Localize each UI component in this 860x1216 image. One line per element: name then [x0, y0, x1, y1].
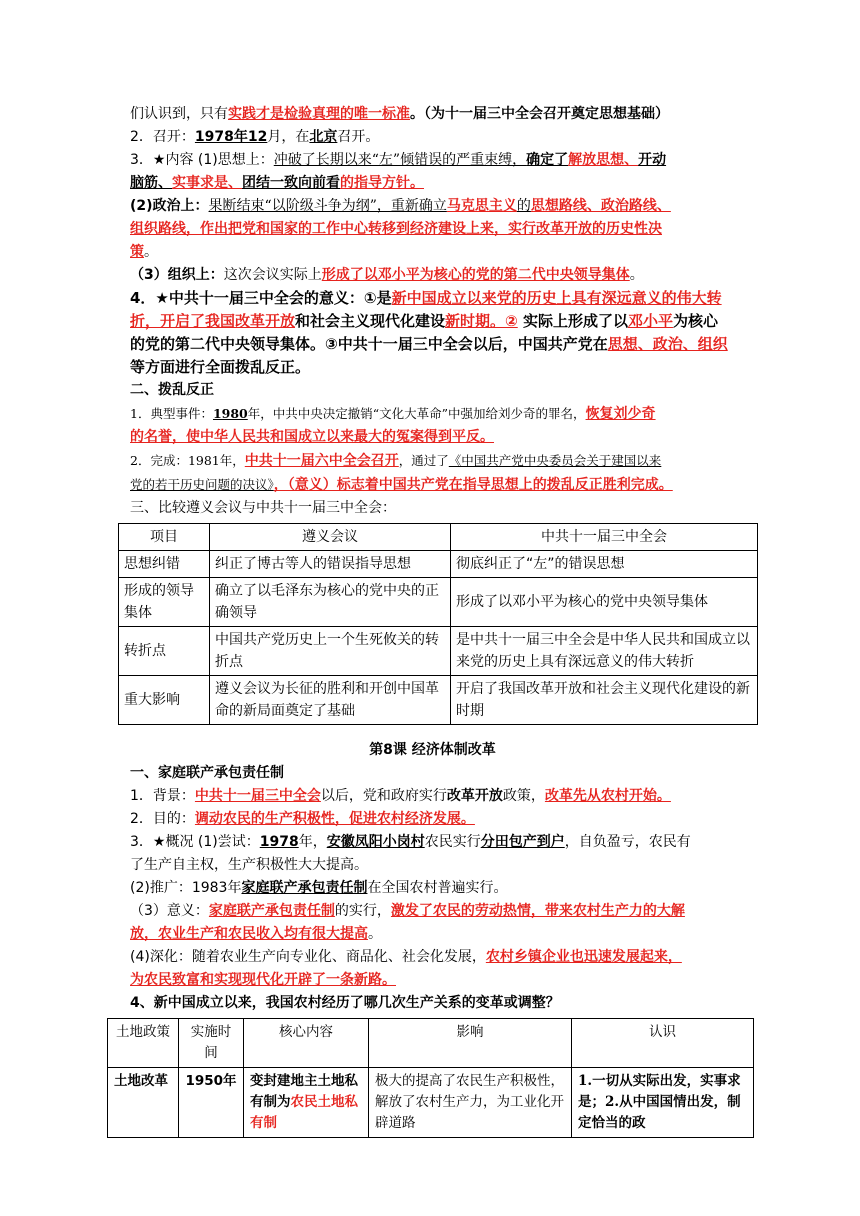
- para-line: （3）意义：家庭联产承包责任制的实行，激发了农民的劳动热情，带来农村生产力的大解: [130, 903, 685, 919]
- para-line: 等方面进行全面拨乱反正。: [130, 358, 311, 376]
- table-cell: 变封建地主土地私有制为农民土地私有制: [244, 1068, 369, 1138]
- para-line: （3）组织上：这次会议实际上形成了以邓小平为核心的党的第二代中央领导集体。: [130, 267, 644, 283]
- table-header-cell: 项目: [119, 524, 210, 551]
- table-cell: 1950年: [179, 1068, 244, 1138]
- para-line: 党的若干历史问题的决议》，（意义）标志着中国共产党在指导思想上的拨乱反正胜利完成。: [130, 477, 673, 493]
- table-row: [119, 578, 758, 627]
- table-cell: 中国共产党历史上一个生死攸关的转折点: [210, 627, 451, 676]
- para-line: 组织路线，作出把党和国家的工作中心转移到经济建设上来，实行改革开放的历史性决: [130, 221, 662, 237]
- lesson-title: 第8课 经济体制改革: [369, 742, 496, 758]
- para-line: 了生产自主权，生产积极性大大提高。: [130, 857, 368, 873]
- table-cell: 彻底纠正了“左”的错误思想: [451, 551, 758, 578]
- para-line: 1．典型事件：1980年，中共中央决定撤销“文化大革命”中强加给刘少奇的罪名，恢复刘少奇: [130, 406, 656, 422]
- table-header-cell: 影响: [369, 1019, 572, 1068]
- section-heading: 三、比较遵义会议与中共十一届三中全会：: [130, 500, 396, 516]
- table-header-cell: 土地政策: [108, 1019, 179, 1068]
- table-cell: 极大的提高了农民生产积极性，解放了农村生产力，为工业化开辟道路: [369, 1068, 572, 1138]
- table-cell: 转折点: [119, 627, 210, 676]
- table-header-cell: 中共十一届三中全会: [451, 524, 758, 551]
- para-line: 的党的第二代中央领导集体。③中共十一届三中全会以后，中国共产党在思想、政治、组织: [130, 335, 728, 353]
- table-cell: 形成的领导集体: [119, 578, 210, 627]
- para-line: 2．完成：1981年，中共十一届六中全会召开，通过了《中国共产党中央委员会关于建国以来: [130, 453, 662, 469]
- para-line: 策。: [130, 244, 158, 260]
- para-line: 2．召开：1978年12月，在北京召开。: [130, 129, 380, 145]
- section-heading: 4、新中国成立以来，我国农村经历了哪几次生产关系的变革或调整？: [130, 995, 560, 1011]
- para-line: (2)推广：1983年家庭联产承包责任制在全国农村普遍实行。: [130, 880, 508, 896]
- table-cell: 思想纠错: [119, 551, 210, 578]
- table-header-row: [108, 1019, 754, 1068]
- para-line: 2．目的：调动农民的生产积极性，促进农村经济发展。: [130, 811, 475, 827]
- table-cell: 重大影响: [119, 676, 210, 725]
- table-row: [119, 551, 758, 578]
- comparison-table: [118, 523, 758, 725]
- land-policy-table: [107, 1018, 754, 1138]
- table-cell: 1.一切从实际出发，实事求是；2.从中国国情出发，制定恰当的政: [572, 1068, 754, 1138]
- para-line: 折，开启了我国改革开放和社会主义现代化建设新时期。② 实际上形成了以邓小平为核心: [130, 312, 718, 330]
- para-line: 1．背景：中共十一届三中全会以后，党和政府实行改革开放政策，改革先从农村开始。: [130, 788, 671, 804]
- table-header-row: [119, 524, 758, 551]
- table-cell: 形成了以邓小平为核心的党中央领导集体: [451, 578, 758, 627]
- table-row: [119, 676, 758, 725]
- table-cell: 确立了以毛泽东为核心的党中央的正确领导: [210, 578, 451, 627]
- para-line: 们认识到，只有实践才是检验真理的唯一标准。（为十一届三中全会召开奠定思想基础）: [130, 106, 669, 122]
- para-line: 3．★概况 (1)尝试：1978年，安徽凤阳小岗村农民实行分田包产到户，自负盈亏，农民有: [130, 834, 691, 850]
- table-cell: 是中共十一届三中全会是中华人民共和国成立以来党的历史上具有深远意义的伟大转折: [451, 627, 758, 676]
- document-page: [114, 103, 750, 1138]
- table-header-cell: 认识: [572, 1019, 754, 1068]
- table-header-cell: 实施时间: [179, 1019, 244, 1068]
- table-cell: 遵义会议为长征的胜利和开创中国革命的新局面奠定了基础: [210, 676, 451, 725]
- table-header-cell: 核心内容: [244, 1019, 369, 1068]
- table-cell: 土地改革: [108, 1068, 179, 1138]
- para-line: 4．★中共十一届三中全会的意义：①是新中国成立以来党的历史上具有深远意义的伟大转: [130, 289, 722, 307]
- section-heading: 一、家庭联产承包责任制: [130, 765, 284, 781]
- para-line: (4)深化：随着农业生产向专业化、商品化、社会化发展，农村乡镇企业也迅速发展起来，: [130, 949, 682, 965]
- para-line: 的名誉，使中华人民共和国成立以来最大的冤案得到平反。: [130, 429, 494, 445]
- para-line: 为农民致富和实现现代化开辟了一条新路。: [130, 972, 396, 988]
- table-cell: 开启了我国改革开放和社会主义现代化建设的新时期: [451, 676, 758, 725]
- para-line: 3．★内容 (1)思想上：冲破了长期以来“左”倾错误的严重束缚，确定了解放思想、开动: [130, 152, 667, 168]
- table-cell: 纠正了博古等人的错误指导思想: [210, 551, 451, 578]
- para-line: 脑筋、实事求是、团结一致向前看的指导方针。: [130, 175, 424, 191]
- para-line: 放，农业生产和农民收入均有很大提高。: [130, 926, 382, 942]
- para-line: (2)政治上：果断结束“以阶级斗争为纲”，重新确立马克思主义的思想路线、政治路线、: [130, 198, 671, 214]
- section-heading: 二、拨乱反正: [130, 382, 214, 398]
- table-row: [108, 1068, 754, 1138]
- table-header-cell: 遵义会议: [210, 524, 451, 551]
- table-row: [119, 627, 758, 676]
